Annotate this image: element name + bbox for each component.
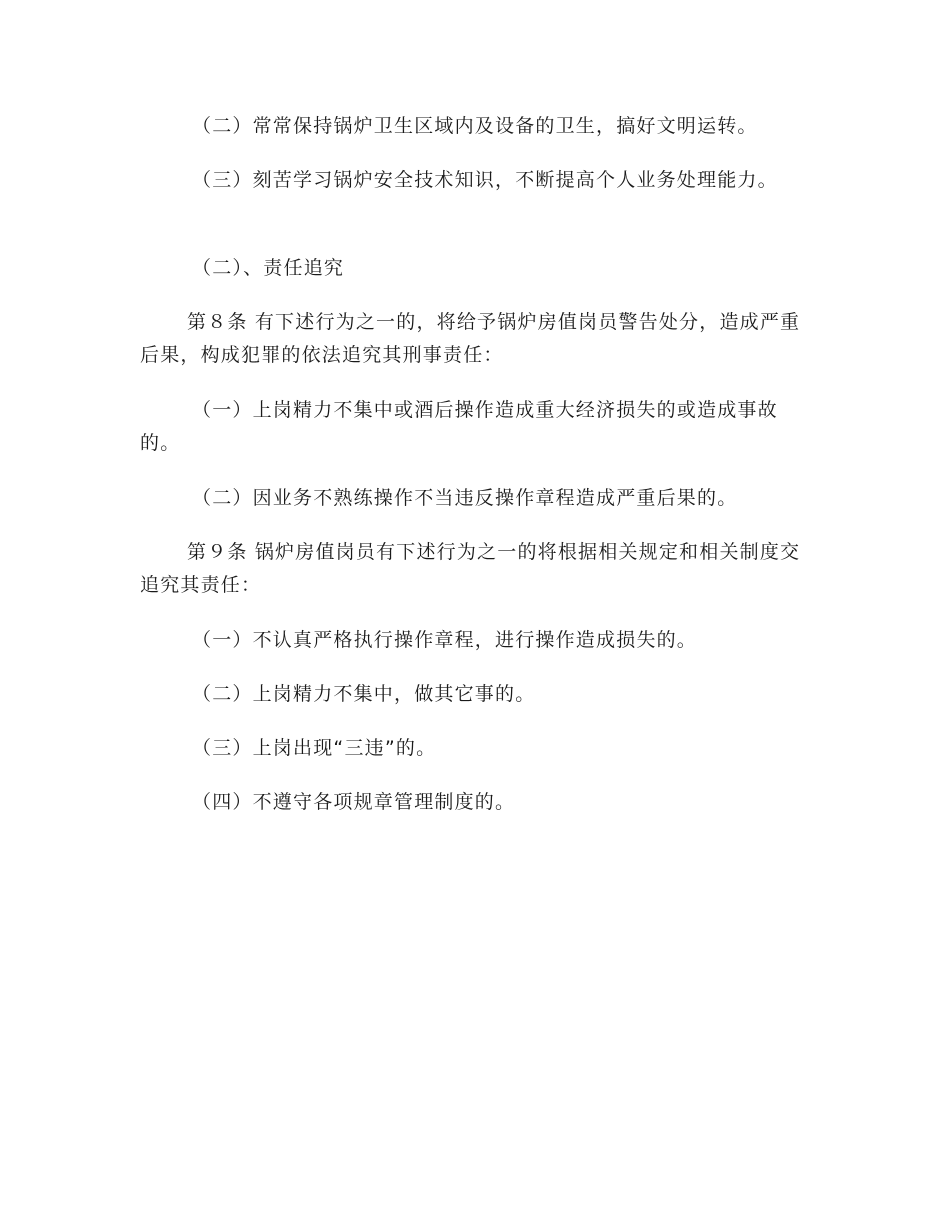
article-8-item-1: （一）上岗精力不集中或酒后操作造成重大经济损失的或造成事故的。: [140, 399, 778, 454]
article-8-item-2: （二）因业务不熟练操作不当违反操作章程造成严重后果的。: [192, 487, 738, 509]
paragraph-study-safety: （三）刻苦学习锅炉安全技术知识，不断提高个人业务处理能力。: [192, 169, 778, 191]
article-9-item-1: （一）不认真严格执行操作章程，进行操作造成损失的。: [192, 629, 698, 651]
paragraph-keep-clean: （二）常常保持锅炉卫生区域内及设备的卫生，搞好文明运转。: [192, 115, 758, 137]
article-9: 第９条 锅炉房值岗员有下述行为之一的将根据相关规定和相关制度交追究其责任：: [140, 541, 801, 596]
section-heading-liability: （二）、责任追究: [192, 257, 345, 279]
article-8: 第８条 有下述行为之一的，将给予锅炉房值岗员警告处分，造成严重后果，构成犯罪的依法追究其刑事责任：: [140, 311, 801, 366]
article-9-item-4: （四）不遵守各项规章管理制度的。: [192, 791, 516, 813]
article-9-item-2: （二）上岗精力不集中，做其它事的。: [192, 683, 536, 705]
article-9-item-3: （三）上岗出现“三违”的。: [192, 737, 437, 759]
